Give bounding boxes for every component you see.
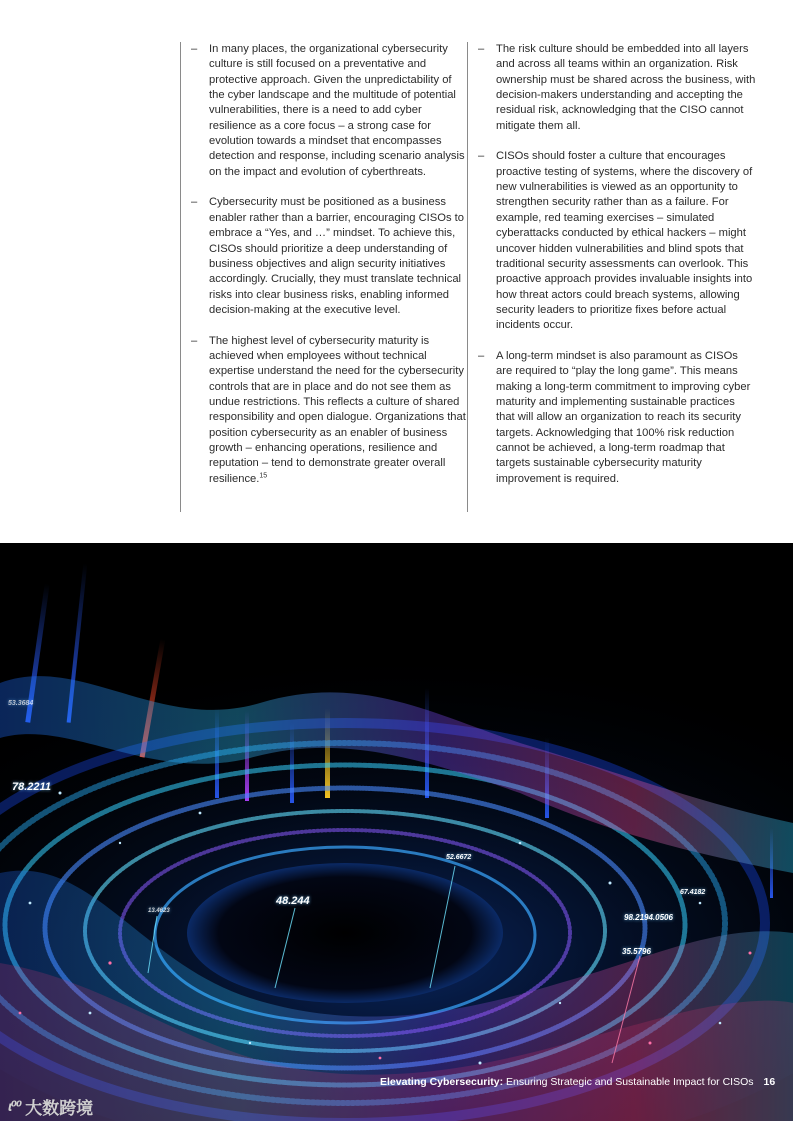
- bullet-item: [187, 195, 469, 318]
- hero-data-visualization-image: [0, 543, 793, 1121]
- bullet-dash: –: [191, 196, 198, 209]
- watermark-logo: [8, 1094, 93, 1119]
- watermark-logo-icon: ɩ⁰⁰: [8, 1098, 22, 1114]
- hero-artwork: [0, 543, 793, 1121]
- data-label: 53.3684: [8, 700, 34, 707]
- left-bullet-list: [187, 42, 469, 487]
- data-label: 48.244: [276, 895, 310, 907]
- data-label: 52.6672: [446, 854, 472, 861]
- bullet-dash: –: [478, 43, 485, 55]
- bullet-dash: –: [191, 334, 198, 347]
- bullet-item: [474, 42, 756, 134]
- bullet-text: In many places, the organizational cybersecurity culture is still focused on a preventative and protective approach. Given the unpredictability of the cyber landscape and the multitude of potential vulnerabilities, there is a need to add cyber resilience as a core focus – a strong case for evolution towards a mindset that encompasses detection and response, including scenario analysis on the impact and evolution of cyberthreats.: [209, 43, 465, 178]
- bullet-text: The highest level of cybersecurity maturity is achieved when employees without technical expertise understand the need for the cybersecurity controls that are in place and do not see them as undue restrictions. This reflects a culture of shared responsibility and open dialogue. Organizations that position cybersecurity as an enabler of business growth – enhancing operations, resilience and reputation – tend to demonstrate greater overall resilience.: [209, 334, 466, 485]
- bullet-item: [187, 334, 469, 487]
- right-text-column: [467, 42, 756, 512]
- data-label: 67.4182: [680, 889, 706, 896]
- bullet-text: A long-term mindset is also paramount as CISOs are required to “play the long game”. This means making a long-term commitment to improving cyber maturity and implementing sustainable practices that will allow an organization to reach its security targets. Acknowledging that 100% risk reduction cannot be achieved, a long-term roadmap that targets sustainable cybersecurity maturity improvement is required.: [496, 349, 751, 485]
- bullet-item: [474, 149, 756, 333]
- left-text-column: [180, 42, 469, 512]
- bullet-item: [474, 349, 756, 487]
- bullet-dash: –: [191, 43, 198, 55]
- page-footer: [380, 1076, 775, 1088]
- data-label: 35.5796: [622, 947, 651, 956]
- watermark-text: 大数跨境: [25, 1099, 94, 1118]
- data-label: 78.2211: [12, 781, 51, 793]
- page-number: 16: [763, 1076, 776, 1088]
- bullet-dash: –: [478, 150, 485, 163]
- data-label: 13.4623: [148, 908, 170, 914]
- bullet-text: The risk culture should be embedded into all layers and across all teams within an organization. Risk ownership must be shared across the business, with decision-makers understanding and accepting the residual risk, acknowledging that the CISO cannot mitigate them all.: [496, 43, 756, 132]
- bullet-dash: –: [478, 349, 485, 362]
- bullet-text: CISOs should foster a culture that encourages proactive testing of systems, where the discovery of new vulnerabilities is viewed as an opportunity to strengthen security rather than as a failure. For example, red teaming exercises – simulated cyberattacks conducted by ethical hackers – might uncover hidden vulnerabilities and blind spots that traditional security assessments can overlook. This proactive approach provides invaluable insights into how threat actors could breach systems, allowing security leaders to prioritize fixes before actual incidents occur.: [496, 150, 753, 332]
- footer-title-rest: Ensuring Strategic and Sustainable Impact for CISOs: [503, 1076, 754, 1088]
- bullet-item: [187, 42, 469, 180]
- right-bullet-list: [474, 42, 756, 487]
- footnote-marker[interactable]: 15: [259, 471, 268, 479]
- footer-title-bold: Elevating Cybersecurity:: [380, 1076, 504, 1088]
- data-label: 98.2194.0506: [624, 913, 673, 922]
- bullet-text: Cybersecurity must be positioned as a business enabler rather than a barrier, encouraging CISOs to embrace a “Yes, and …” mindset. To achieve this, CISOs should prioritize a deep understanding of business objectives and align security initiatives accordingly. Crucially, they must translate technical risks into clear business risks, enabling informed decision-making at the executive level.: [209, 196, 464, 316]
